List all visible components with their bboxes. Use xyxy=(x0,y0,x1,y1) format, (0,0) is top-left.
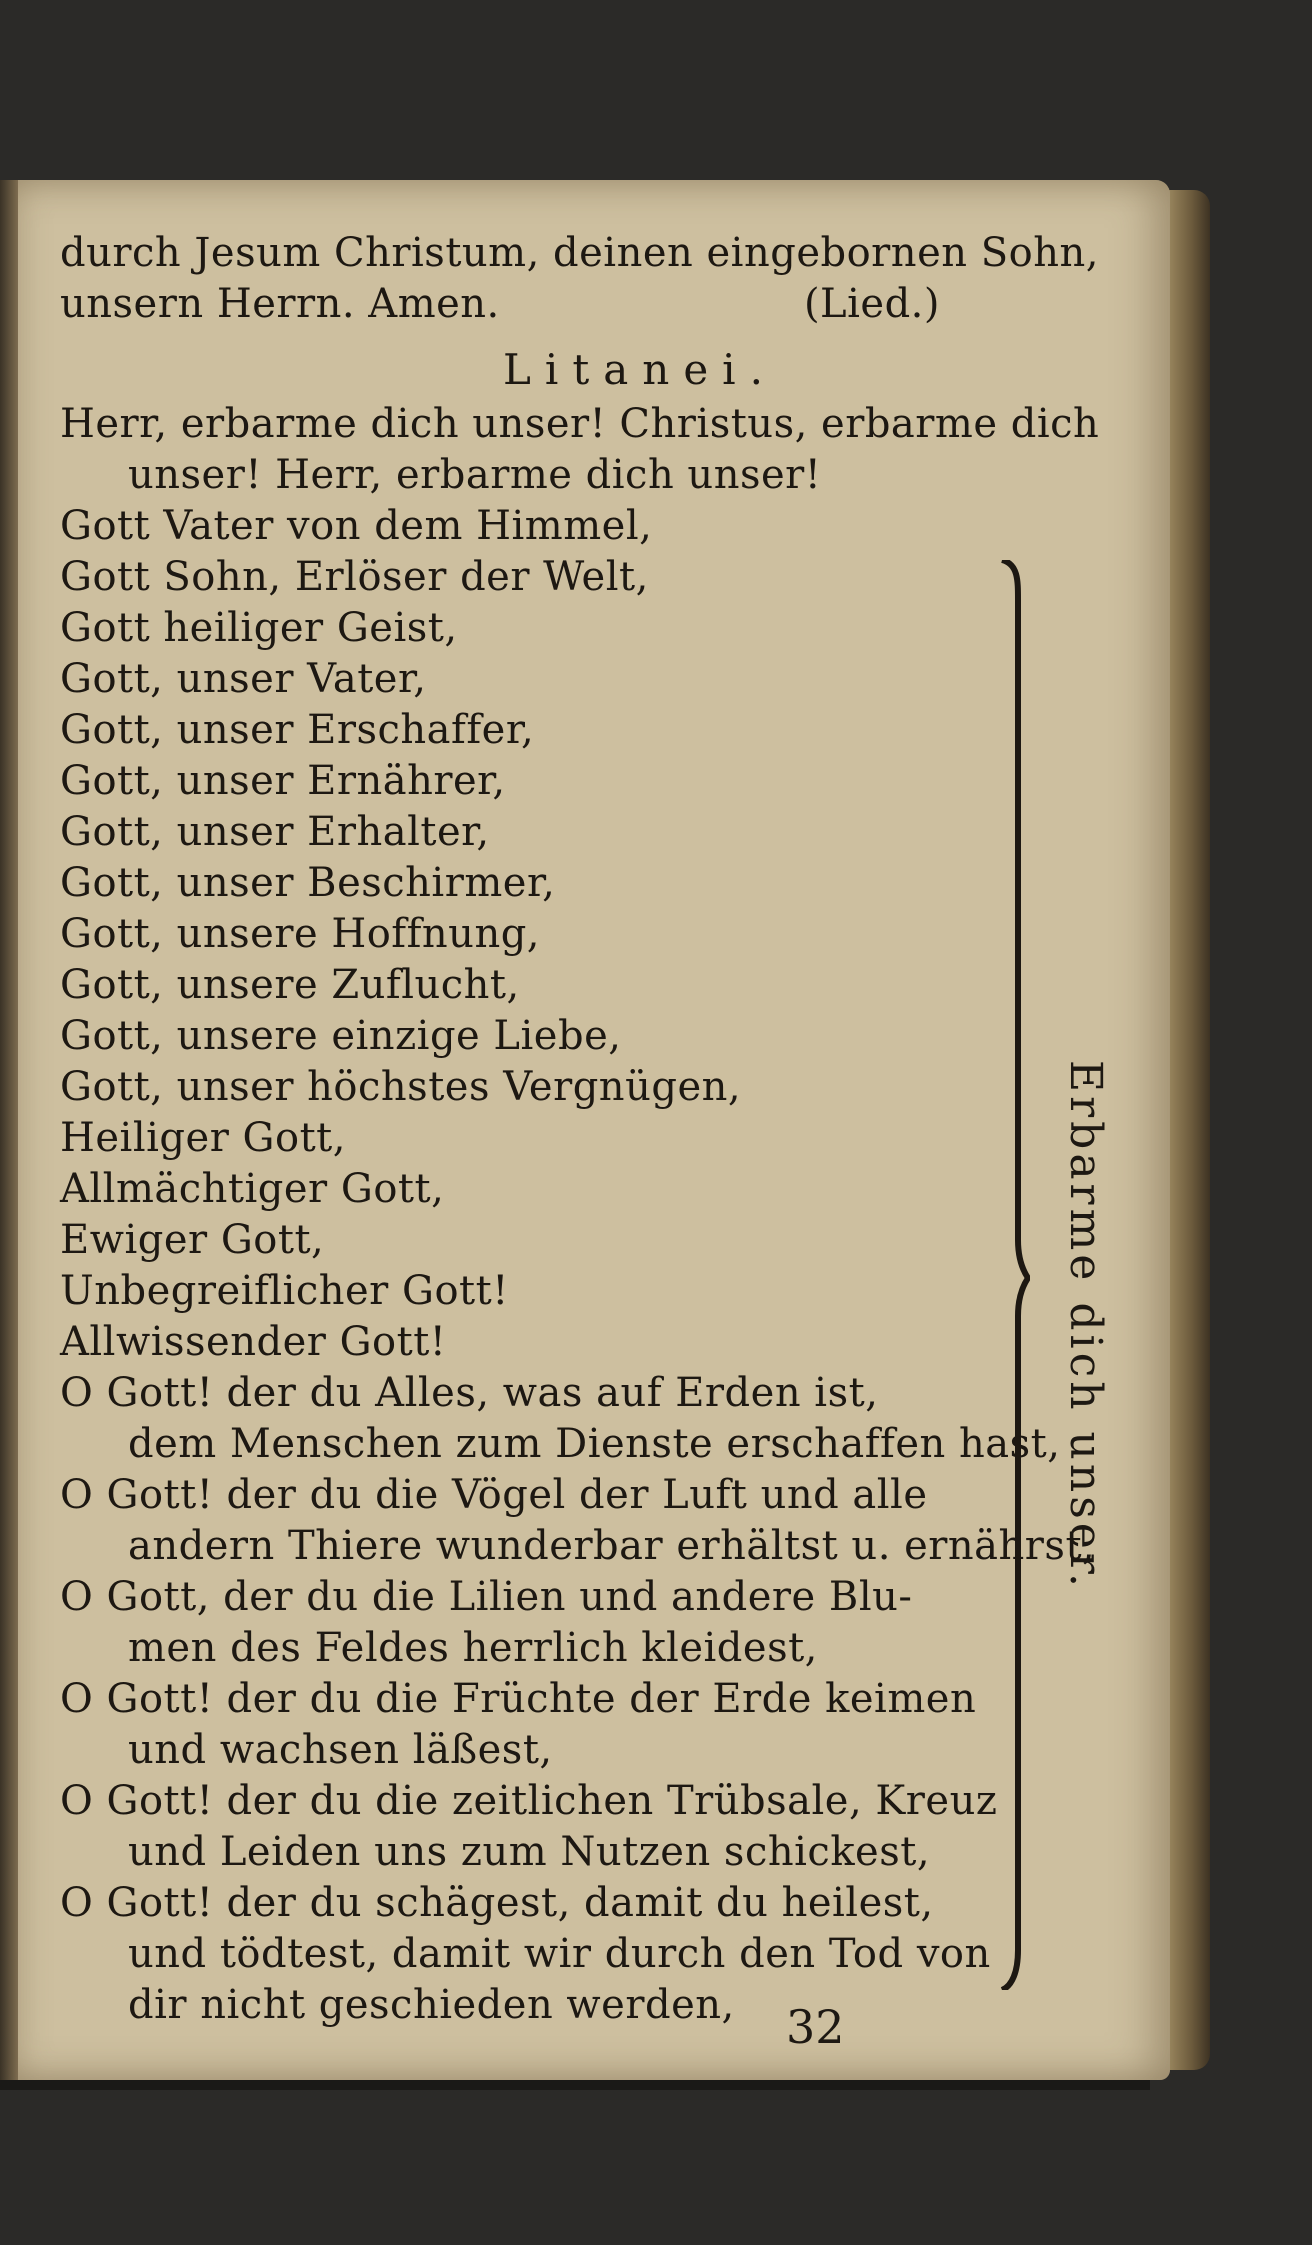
hymn-reference: (Lied.) xyxy=(803,281,940,327)
litany-line: O Gott! der du die Früchte der Erde keimen xyxy=(60,1676,977,1722)
litany-line: O Gott, der du die Lilien und andere Blu- xyxy=(60,1574,913,1620)
litany-line: Gott Vater von dem Himmel, xyxy=(60,503,653,549)
litany-line: und tödtest, damit wir durch den Tod von xyxy=(128,1931,991,1977)
litany-line: Gott, unsere Zuflucht, xyxy=(60,962,520,1008)
litany-line: O Gott! der du die Vögel der Luft und alle xyxy=(60,1472,928,1518)
litany-line: Gott, unsere Hoffnung, xyxy=(60,911,541,957)
litany-line: Gott, unser Erhalter, xyxy=(60,809,490,855)
litany-line: Gott, unser höchstes Vergnügen, xyxy=(60,1064,742,1110)
refrain-response: Erbarme dich unser. xyxy=(1060,1060,1111,1592)
litany-line: O Gott! der du Alles, was auf Erden ist, xyxy=(60,1370,879,1416)
litany-line: Gott, unser Erschaffer, xyxy=(60,707,535,753)
litany-line: Heiliger Gott, xyxy=(60,1115,346,1161)
litany-line: dem Menschen zum Dienste erschaffen hast, xyxy=(128,1421,1061,1467)
litany-line: Gott, unser Beschirmer, xyxy=(60,860,556,906)
litany-line: andern Thiere wunderbar erhältst u. ernährst, xyxy=(128,1523,1096,1569)
litany-line: unser! Herr, erbarme dich unser! xyxy=(128,452,822,498)
litany-line: Herr, erbarme dich unser! Christus, erbarme dich xyxy=(60,401,1100,447)
litany-line: und Leiden uns zum Nutzen schickest, xyxy=(128,1829,931,1875)
litany-line: Gott, unsere einzige Liebe, xyxy=(60,1013,622,1059)
page-text xyxy=(60,228,1100,2031)
litany-lines xyxy=(60,399,1100,2031)
litany-line: Gott, unser Vater, xyxy=(60,656,427,702)
litany-line: Gott heiliger Geist, xyxy=(60,605,458,651)
litany-line: O Gott! der du die zeitlichen Trübsale, Kreuz xyxy=(60,1778,998,1824)
litany-line: und wachsen läßest, xyxy=(128,1727,553,1773)
litany-line: O Gott! der du schägest, damit du heilest, xyxy=(60,1880,934,1926)
litany-line: Allwissender Gott! xyxy=(60,1319,447,1365)
litany-line: men des Feldes herrlich kleidest, xyxy=(128,1625,818,1671)
curly-brace xyxy=(1000,560,1030,1990)
section-heading: Litanei. xyxy=(503,345,777,394)
facing-page-edge xyxy=(0,180,18,2080)
intro-line-2-text: unsern Herrn. Amen. xyxy=(60,281,500,327)
litany-line: Allmächtiger Gott, xyxy=(60,1166,445,1212)
litany-line: dir nicht geschieden werden, xyxy=(128,1982,735,2028)
litany-line: Gott Sohn, Erlöser der Welt, xyxy=(60,554,649,600)
litany-line: Ewiger Gott, xyxy=(60,1217,325,1263)
intro-line-1: durch Jesum Christum, deinen eingebornen Sohn, xyxy=(60,230,1099,276)
intro-line-2 xyxy=(60,279,1100,330)
page-number: 32 xyxy=(786,2000,845,2054)
litany-line: Unbegreiflicher Gott! xyxy=(60,1268,509,1314)
litany-line: Gott, unser Ernährer, xyxy=(60,758,506,804)
